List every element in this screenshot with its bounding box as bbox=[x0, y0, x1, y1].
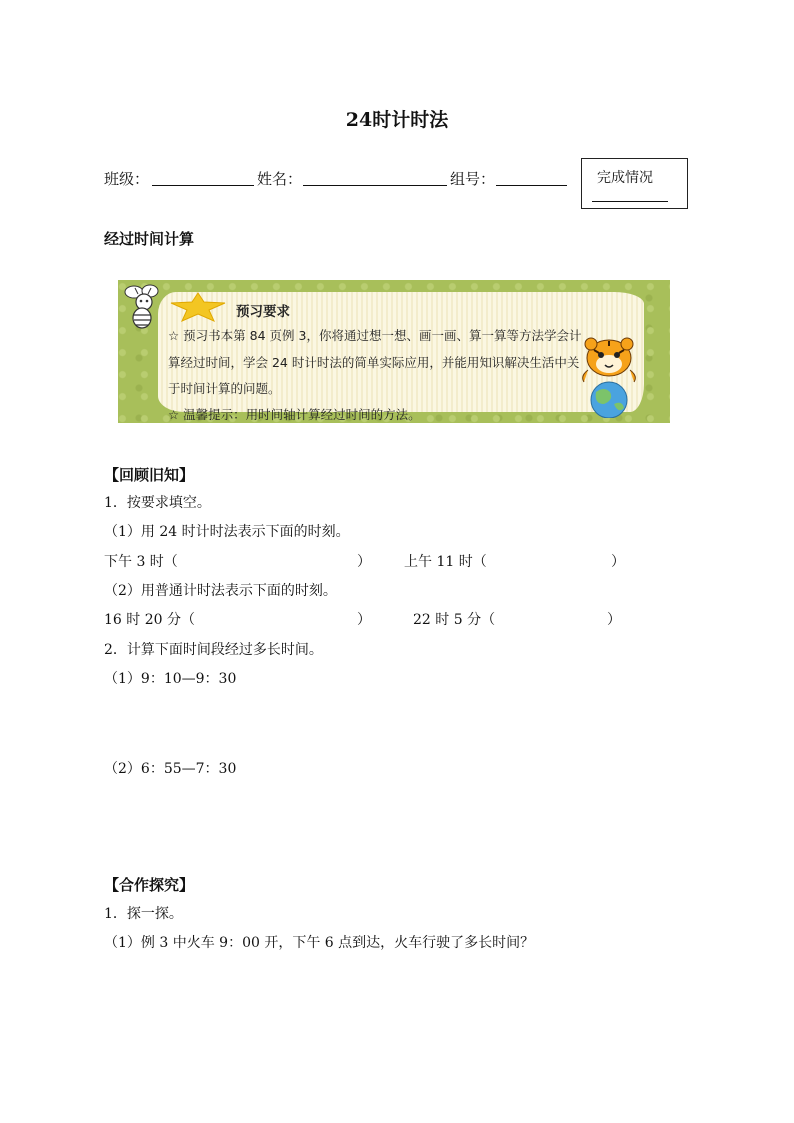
name-label: 姓名： bbox=[257, 170, 303, 188]
explore-q1: 1．探一探。 bbox=[104, 906, 183, 922]
preview-line-3: 于时间计算的问题。 bbox=[168, 381, 281, 396]
section-heading: 经过时间计算 bbox=[104, 230, 195, 248]
review-q1-2b-answer[interactable] bbox=[494, 609, 606, 627]
review-q2-1: （1）9：10—9：30 bbox=[104, 671, 237, 687]
review-q1-2: （2）用普通计时法表示下面的时刻。 bbox=[104, 583, 337, 599]
completion-status-label: 完成情况 bbox=[597, 170, 653, 186]
preview-line-4: ☆ 温馨提示：用时间轴计算经过时间的方法。 bbox=[168, 407, 421, 422]
review-q1-1b-close: ） bbox=[611, 554, 625, 570]
group-field[interactable] bbox=[496, 185, 567, 186]
review-q1-2a-answer[interactable] bbox=[192, 609, 356, 627]
group-label: 组号： bbox=[450, 170, 496, 188]
review-q2: 2．计算下面时间段经过多长时间。 bbox=[104, 642, 323, 658]
explore-q1-1: （1）例 3 中火车 9：00 开，下午 6 点到达，火车行驶了多长时间？ bbox=[104, 935, 535, 951]
class-field[interactable] bbox=[152, 185, 254, 186]
review-q1-1a-close: ） bbox=[357, 554, 371, 570]
review-q1-1a-answer[interactable] bbox=[182, 551, 358, 569]
review-q1-2b-close: ） bbox=[607, 612, 621, 628]
preview-banner bbox=[118, 280, 670, 423]
review-q1: 1．按要求填空。 bbox=[104, 495, 211, 511]
tiger-globe-icon bbox=[574, 330, 644, 418]
class-label: 班级： bbox=[104, 170, 150, 188]
preview-heading: 预习要求 bbox=[236, 304, 290, 320]
review-q1-1b-label: 上午 11 时（ bbox=[404, 554, 487, 570]
star-icon bbox=[170, 292, 226, 322]
review-q1-1b-answer[interactable] bbox=[492, 551, 610, 569]
page-title: 24时计时法 bbox=[345, 109, 449, 131]
name-field[interactable] bbox=[303, 185, 447, 186]
review-q2-2: （2）6：55—7：30 bbox=[104, 761, 237, 777]
preview-line-1: ☆ 预习书本第 84 页例 3，你将通过想一想、画一画、算一算等方法学会计 bbox=[168, 328, 582, 343]
review-q1-1a-label: 下午 3 时（ bbox=[104, 554, 178, 570]
bee-icon bbox=[120, 282, 168, 332]
review-q1-2a-close: ） bbox=[357, 612, 371, 628]
completion-status-field[interactable] bbox=[592, 201, 668, 202]
review-q1-1: （1）用 24 时计时法表示下面的时刻。 bbox=[104, 524, 350, 540]
completion-status-box bbox=[581, 158, 688, 209]
review-heading: 【回顾旧知】 bbox=[104, 466, 195, 484]
review-q1-2a-label: 16 时 20 分（ bbox=[104, 612, 195, 628]
review-q1-2b-label: 22 时 5 分（ bbox=[413, 612, 496, 628]
preview-line-2: 算经过时间，学会 24 时计时法的简单实际应用，并能用知识解决生活中关 bbox=[168, 355, 580, 370]
explore-heading: 【合作探究】 bbox=[104, 876, 195, 894]
